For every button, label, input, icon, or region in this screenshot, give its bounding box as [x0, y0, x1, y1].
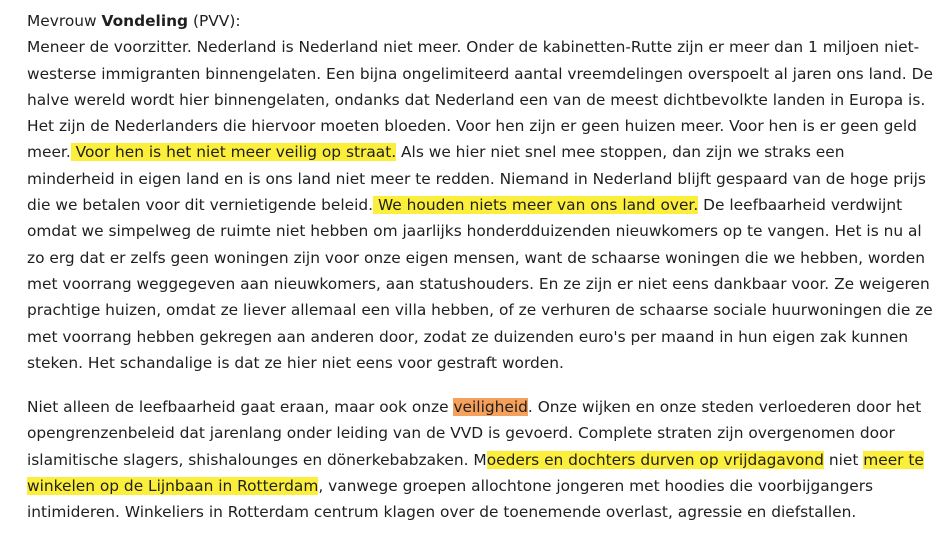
- speaker-prefix: Mevrouw: [27, 12, 102, 30]
- speaker-name: Vondeling: [101, 12, 189, 30]
- paragraph-1-text-2: Als we hier niet snel mee stoppen, dan zijn we straks een minderheid in eigen land en is ons land niet meer te redden. Niemand in Nederland blijft gespaard van de hoge prijs die we betalen voor dit vernietigende beleid.: [27, 143, 926, 215]
- speaker-line: [27, 8, 933, 34]
- paragraph-1: [27, 34, 933, 376]
- paragraph-2: [27, 394, 933, 525]
- highlight-mothers-daughters: oeders en dochters durven op vrijdagavond: [486, 450, 824, 469]
- highlight-nothing-left: We houden niets meer van ons land over.: [373, 196, 699, 215]
- highlight-lijnbaan: meer te winkelen op de Lijnbaan in Rotterdam: [27, 450, 924, 496]
- paragraph-1-text-1: Meneer de voorzitter. Nederland is Nederland niet meer. Onder de kabinetten-Rutte zijn er meer dan 1 miljoen niet-westerse immigranten binnengelaten. Een bijna ongelimiteerd aantal vreemdelingen overspoelt al jaren ons land. De halve wereld wordt hier binnengelaten, ondanks dat Nederland een van de meest dichtbevolkte landen in Europa is. Het zijn de Nederlanders die hiervoor moeten bloeden. Voor hen zijn er geen huizen meer. Voor hen is er geen geld meer.: [27, 38, 933, 162]
- paragraph-2-text-4: , vanwege groepen allochtone jongeren met hoodies die voorbijgangers intimideren. Winkeliers in Rotterdam centrum klagen over de toenemende overlast, agressie en diefstallen.: [27, 477, 874, 522]
- paragraph-2-text-2: . Onze wijken en onze steden verloederen door het opengrenzenbeleid dat jarenlang onder leiding van de VVD is gevoerd. Complete straten zijn overgenomen door islamitische slagers, shishalounges en dönerkebabzaken. M: [27, 398, 922, 469]
- document-body: [27, 8, 933, 526]
- paragraph-1-text-3: De leefbaarheid verdwijnt omdat we simpelweg de ruimte niet hebben om jaarlijks honderdduizenden nieuwkomers op te vangen. Het is nu al zo erg dat er zelfs geen woningen zijn voor onze eigen mensen, want de schaarse woningen die we hebben, worden met voorrang weggegeven aan nieuwkomers, aan statushouders. En ze zijn er niet eens dankbaar voor. Ze weigeren prachtige huizen, omdat ze liever allemaal een villa hebben, of ze verhuren de schaarse sociale huurwoningen die ze met voorrang hebben gekregen aan anderen door, zodat ze duizenden euro's per maand in hun eigen zak kunnen steken. Het schandalige is dat ze hier niet eens voor gestraft worden.: [27, 196, 933, 372]
- paragraph-2-text-3: niet: [823, 450, 864, 469]
- highlight-safety: veiligheid: [453, 398, 528, 417]
- speaker-party: (PVV):: [188, 12, 241, 30]
- paragraph-2-text-1: Niet alleen de leefbaarheid gaat eraan, maar ook onze: [27, 398, 454, 417]
- highlight-unsafe-streets: Voor hen is het niet meer veilig op straat.: [70, 143, 397, 162]
